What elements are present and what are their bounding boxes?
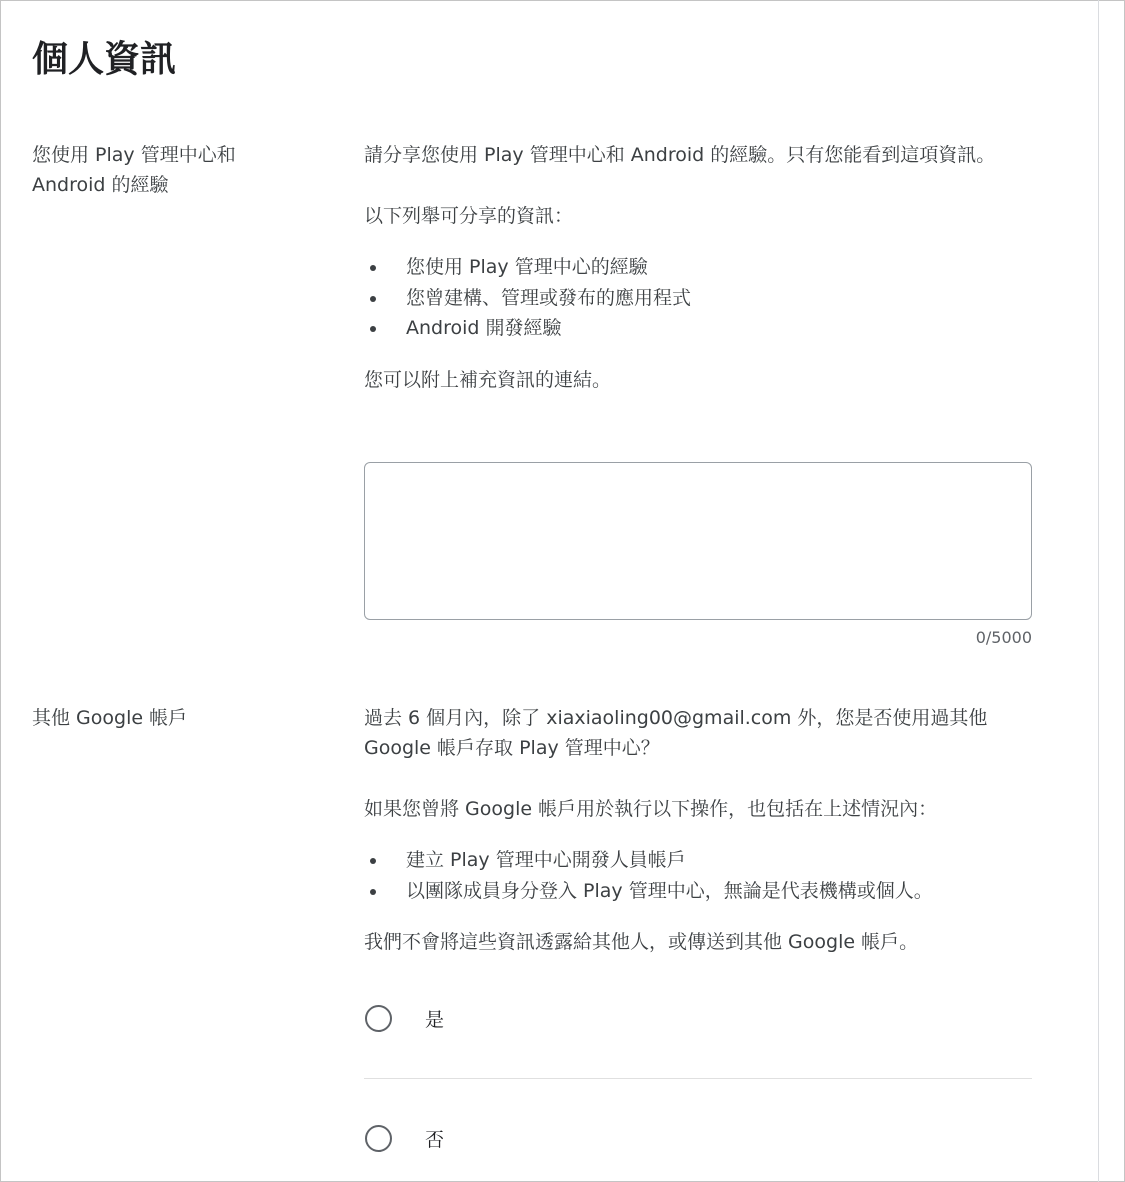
list-item: 建立 Play 管理中心開發人員帳戶 <box>364 845 1032 876</box>
character-counter: 0/5000 <box>975 628 1032 647</box>
experience-bullet-list <box>364 252 1032 344</box>
other-accounts-bullet-list <box>364 845 1032 906</box>
experience-list-heading: 以下列舉可分享的資訊： <box>364 205 574 227</box>
page-title: 個人資訊 <box>32 39 177 80</box>
experience-section-content <box>364 140 1032 395</box>
divider <box>364 1078 1032 1079</box>
experience-intro: 請分享您使用 Play 管理中心和 Android 的經驗。只有您能看到這項資訊。 <box>364 144 996 166</box>
radio-label-no: 否 <box>425 1128 445 1151</box>
list-item: 您曾建構、管理或發布的應用程式 <box>364 283 1032 314</box>
other-accounts-includes-heading: 如果您曾將 Google 帳戶用於執行以下操作，也包括在上述情況內： <box>364 798 938 820</box>
radio-button-no[interactable] <box>365 1125 392 1152</box>
radio-button-yes[interactable] <box>365 1005 392 1032</box>
radio-option-no[interactable] <box>364 1118 1032 1158</box>
experience-textarea[interactable] <box>364 462 1032 620</box>
radio-label-yes: 是 <box>425 1008 445 1031</box>
other-accounts-privacy-note: 我們不會將這些資訊透露給其他人，或傳送到其他 Google 帳戶。 <box>364 931 919 953</box>
other-accounts-section-content <box>364 703 1032 957</box>
list-item: 您使用 Play 管理中心的經驗 <box>364 252 1032 283</box>
list-item: 以團隊成員身分登入 Play 管理中心，無論是代表機構或個人。 <box>364 876 1032 907</box>
other-accounts-question: 過去 6 個月內，除了 xiaxiaoling00@gmail.com 外，您是否使用過其他 Google 帳戶存取 Play 管理中心？ <box>364 707 988 759</box>
scrollbar-track[interactable] <box>1098 0 1099 1182</box>
other-accounts-section-label: 其他 Google 帳戶 <box>32 707 188 729</box>
radio-option-yes[interactable] <box>364 998 1032 1038</box>
experience-links-note: 您可以附上補充資訊的連結。 <box>364 368 612 391</box>
list-item: Android 開發經驗 <box>364 313 1032 344</box>
experience-section-label: 您使用 Play 管理中心和 Android 的經驗 <box>32 144 236 196</box>
